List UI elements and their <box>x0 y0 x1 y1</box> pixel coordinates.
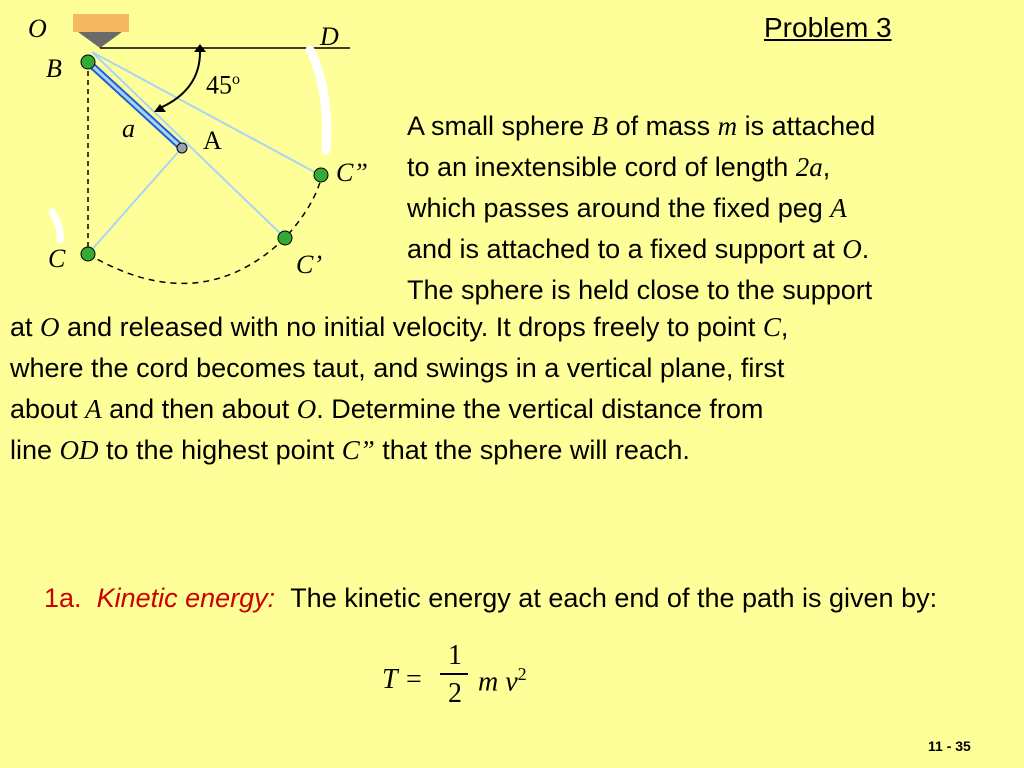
text: and then about <box>101 394 297 424</box>
formula-equals: = <box>406 664 422 695</box>
sphere-c-double <box>314 168 328 182</box>
label-peg-a: A <box>203 126 222 155</box>
problem-line-8 <box>10 389 763 430</box>
sphere-c <box>81 247 95 261</box>
sphere-c-prime <box>278 231 292 245</box>
text: and is attached to a fixed support at <box>407 234 843 264</box>
motion-mark-right <box>310 50 327 150</box>
text: A small sphere <box>407 111 592 141</box>
swing-arc <box>88 175 322 283</box>
label-c-prime: C’ <box>296 250 322 279</box>
fraction-denominator: 2 <box>448 678 462 709</box>
var-a: A <box>85 394 102 424</box>
motion-mark-left <box>52 212 60 240</box>
text: line <box>10 435 60 465</box>
sphere-b <box>81 55 95 69</box>
var-c-double: C” <box>341 435 375 465</box>
text: . <box>861 234 870 264</box>
solution-step-1a <box>44 578 1004 618</box>
var-a: A <box>830 193 847 223</box>
problem-line-2 <box>407 147 830 188</box>
step-heading: Kinetic energy: <box>96 583 276 613</box>
var-o: O <box>296 394 317 424</box>
label-b: B <box>46 54 62 83</box>
label-o: O <box>28 14 47 43</box>
label-c: C <box>48 244 66 273</box>
text: , <box>780 312 789 342</box>
problem-line-4 <box>407 229 869 270</box>
label-angle <box>206 72 240 99</box>
formula-exponent: 2 <box>517 664 527 684</box>
problem-line-9 <box>10 430 690 471</box>
fixed-support-pivot <box>78 32 122 48</box>
text: which passes around the fixed peg <box>407 193 831 223</box>
text: to the highest point <box>98 435 342 465</box>
var-m: m <box>717 111 738 141</box>
text: where the cord becomes taut, and swings in a vertical plane, first <box>10 353 785 383</box>
label-c-double: C” <box>336 158 368 187</box>
text: The sphere is held close to the support <box>407 275 873 305</box>
cord-a-to-c <box>88 150 180 254</box>
text: of mass <box>608 111 718 141</box>
fraction-bar <box>440 673 468 675</box>
fixed-support-block <box>73 14 129 32</box>
var-o: O <box>842 234 862 264</box>
var-od: OD <box>59 435 99 465</box>
text: is attached <box>737 111 876 141</box>
angle-value: 45 <box>206 70 232 100</box>
text: . Determine the vertical distance from <box>316 394 764 424</box>
text: at <box>10 312 41 342</box>
text: , <box>822 152 831 182</box>
problem-line-1 <box>407 106 875 147</box>
fraction-numerator: 1 <box>448 640 462 671</box>
peg-a <box>177 143 187 153</box>
step-text: The kinetic energy at each end of the path is given by: <box>290 583 938 613</box>
formula-mv: m v <box>478 666 518 698</box>
var-c: C <box>762 312 781 342</box>
problem-line-3 <box>407 188 847 229</box>
page-number: 11 - 35 <box>928 738 971 754</box>
problem-line-7 <box>10 348 784 389</box>
text: and released with no initial velocity. It drops freely to point <box>59 312 763 342</box>
angle-unit: o <box>232 71 240 88</box>
text: about <box>10 394 86 424</box>
text: to an inextensible cord of length <box>407 152 796 182</box>
var-o: O <box>40 312 60 342</box>
label-a-length: a <box>122 114 135 143</box>
label-d: D <box>320 22 339 51</box>
formula-lhs: T <box>382 664 398 695</box>
var-b: B <box>591 111 609 141</box>
formula-rhs <box>478 664 527 698</box>
text: that the sphere will reach. <box>374 435 690 465</box>
problem-line-5 <box>407 270 872 311</box>
cord-o-to-cprime <box>92 52 285 238</box>
step-number: 1a. <box>44 583 82 613</box>
problem-line-6 <box>10 307 788 348</box>
slide-title: Problem 3 <box>764 12 892 43</box>
var-2a: 2a <box>795 152 823 182</box>
